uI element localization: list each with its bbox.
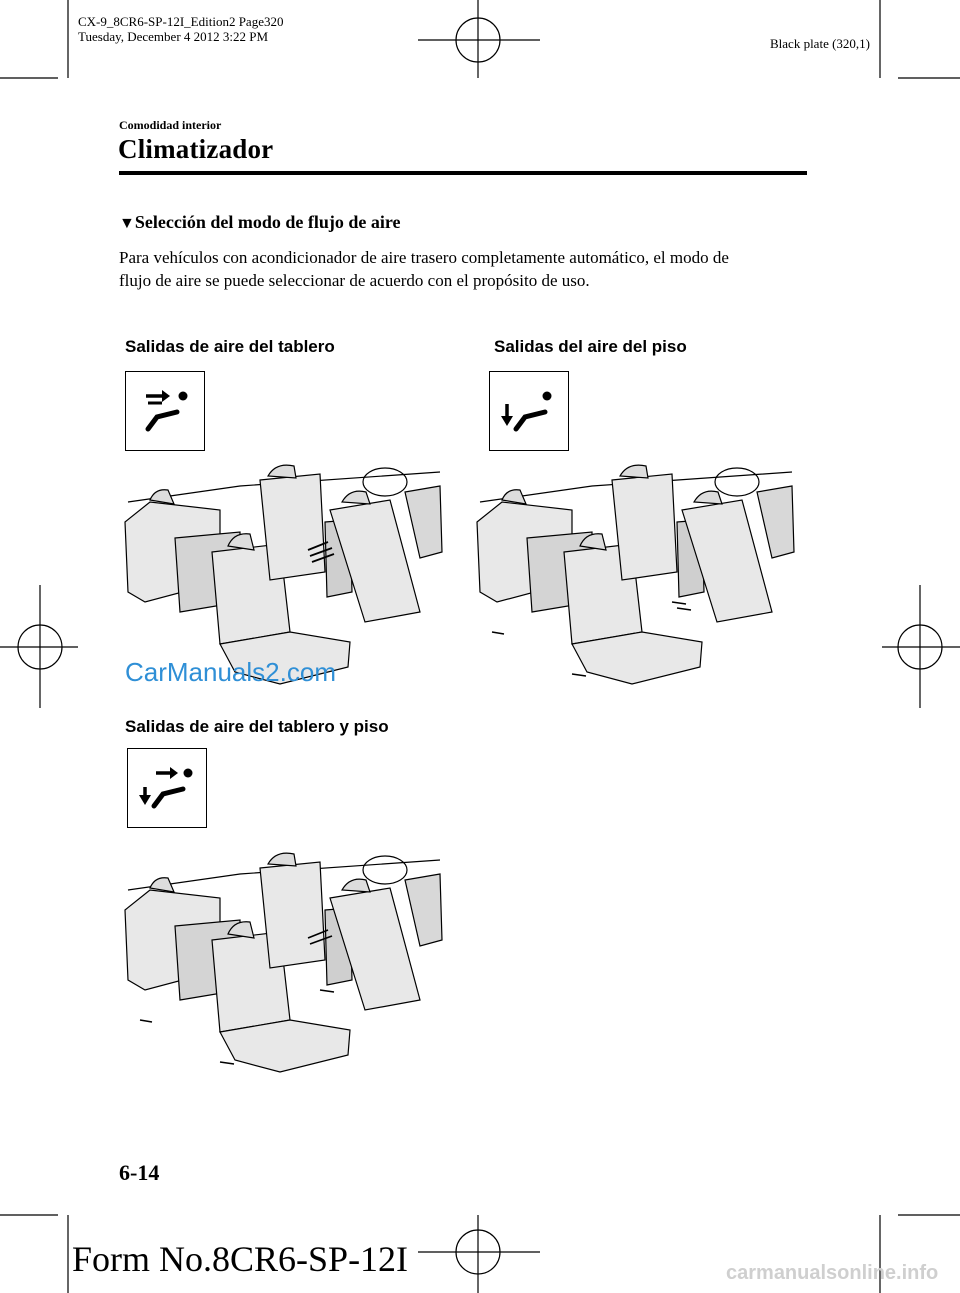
- title-rule: [119, 171, 807, 175]
- cabin-illustration-floor: [472, 462, 800, 692]
- vent-panel-icon: [125, 371, 205, 451]
- cabin-illustration-bilevel: [120, 850, 448, 1080]
- subheading: [119, 212, 400, 233]
- watermark: CarManuals2.com: [125, 657, 336, 687]
- chapter-title: Climatizador: [118, 134, 274, 164]
- page-number: 6-14: [119, 1160, 160, 1185]
- triangle-marker-icon: ▼: [119, 215, 135, 232]
- body-line: Para vehículos con acondicionador de aire trasero completamente automático, el modo de: [119, 248, 729, 267]
- print-timestamp: Tuesday, December 4 2012 3:22 PM: [78, 29, 269, 44]
- vent-floor-icon: [489, 371, 569, 451]
- section-label: Comodidad interior: [119, 118, 222, 132]
- caption-bilevel-vents: Salidas de aire del tablero y piso: [125, 717, 389, 736]
- caption-panel-vents: Salidas de aire del tablero: [125, 337, 335, 356]
- subheading-text: Selección del modo de flujo de aire: [134, 212, 401, 232]
- form-number: Form No.8CR6-SP-12I: [72, 1239, 409, 1279]
- footer-watermark: carmanualsonline.info: [726, 1262, 939, 1284]
- plate-label: Black plate (320,1): [770, 36, 870, 51]
- caption-floor-vents: Salidas del aire del piso: [494, 337, 687, 356]
- body-line: flujo de aire se puede seleccionar de acuerdo con el propósito de uso.: [119, 271, 590, 290]
- print-job-line: CX-9_8CR6-SP-12I_Edition2 Page320: [78, 14, 284, 29]
- body-paragraph: [119, 246, 809, 292]
- vent-bilevel-icon: [127, 748, 207, 828]
